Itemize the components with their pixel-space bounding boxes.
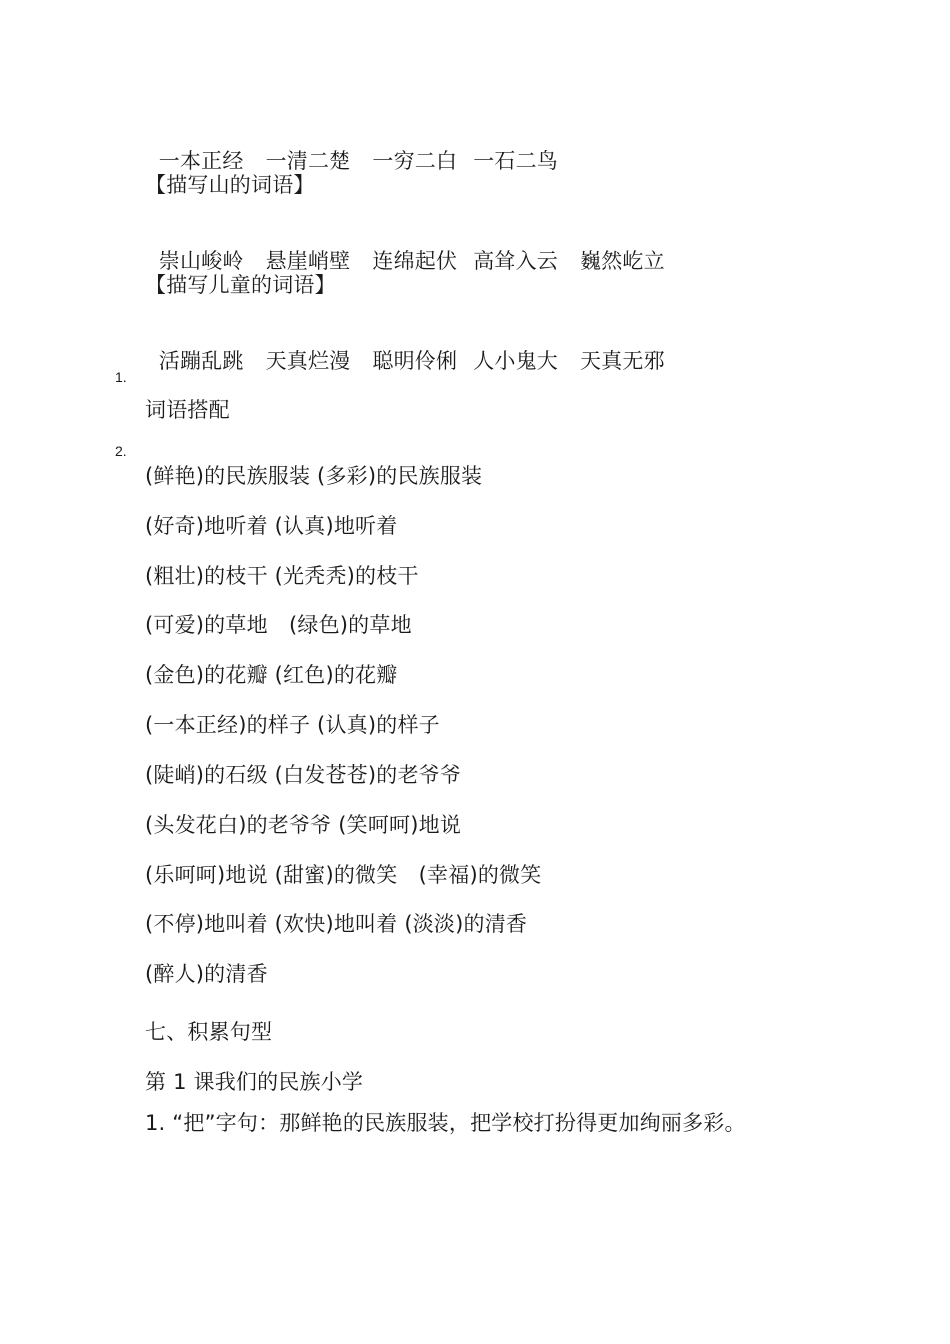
idiom: 一本正经 <box>158 149 244 173</box>
mountain-words-row <box>145 222 665 274</box>
matching-line: (陡峭)的石级 (白发苍苍)的老爷爷 <box>145 763 462 787</box>
matching-line: (可爱)的草地 (绿色)的草地 <box>145 613 412 637</box>
lesson-title: 第 1 课我们的民族小学 <box>145 1070 364 1094</box>
heading-children-words: 【描写儿童的词语】 <box>145 273 336 297</box>
idiom: 人小鬼大 <box>473 349 559 373</box>
idiom: 一清二楚 <box>265 149 351 173</box>
idiom: 连绵起伏 <box>372 249 458 273</box>
idiom: 天真烂漫 <box>265 349 351 373</box>
children-words-row <box>145 322 665 374</box>
matching-line: (不停)地叫着 (欢快)地叫着 (淡淡)的清香 <box>145 912 528 936</box>
matching-line: (乐呵呵)地说 (甜蜜)的微笑 (幸福)的微笑 <box>145 863 542 887</box>
idiom: 聪明伶俐 <box>372 349 458 373</box>
heading-mountain-words: 【描写山的词语】 <box>145 173 315 197</box>
list-marker-1: 1. <box>115 369 127 385</box>
matching-line: (头发花白)的老爷爷 (笑呵呵)地说 <box>145 813 462 837</box>
list-marker-2: 2. <box>115 443 127 459</box>
idiom: 悬崖峭壁 <box>265 249 351 273</box>
idiom: 巍然屹立 <box>580 249 665 273</box>
heading-word-matching: 词语搭配 <box>145 398 230 422</box>
matching-line: (醉人)的清香 <box>145 962 268 986</box>
idiom-row-1 <box>145 122 558 174</box>
example-sentence-1: 1. “把”字句：那鲜艳的民族服装，把学校打扮得更加绚丽多彩。 <box>145 1111 746 1135</box>
matching-line: (金色)的花瓣 (红色)的花瓣 <box>145 663 398 687</box>
matching-line: (一本正经)的样子 (认真)的样子 <box>145 713 440 737</box>
matching-line: (鲜艳)的民族服装 (多彩)的民族服装 <box>145 464 483 488</box>
idiom: 高耸入云 <box>473 249 559 273</box>
idiom: 一石二鸟 <box>473 149 559 173</box>
idiom: 天真无邪 <box>580 349 665 373</box>
matching-line: (粗壮)的枝干 (光秃秃)的枝干 <box>145 564 419 588</box>
idiom: 一穷二白 <box>372 149 458 173</box>
idiom: 活蹦乱跳 <box>158 349 244 373</box>
section-heading-seven: 七、积累句型 <box>145 1020 273 1044</box>
matching-line: (好奇)地听着 (认真)地听着 <box>145 514 398 538</box>
idiom: 崇山峻岭 <box>158 249 244 273</box>
